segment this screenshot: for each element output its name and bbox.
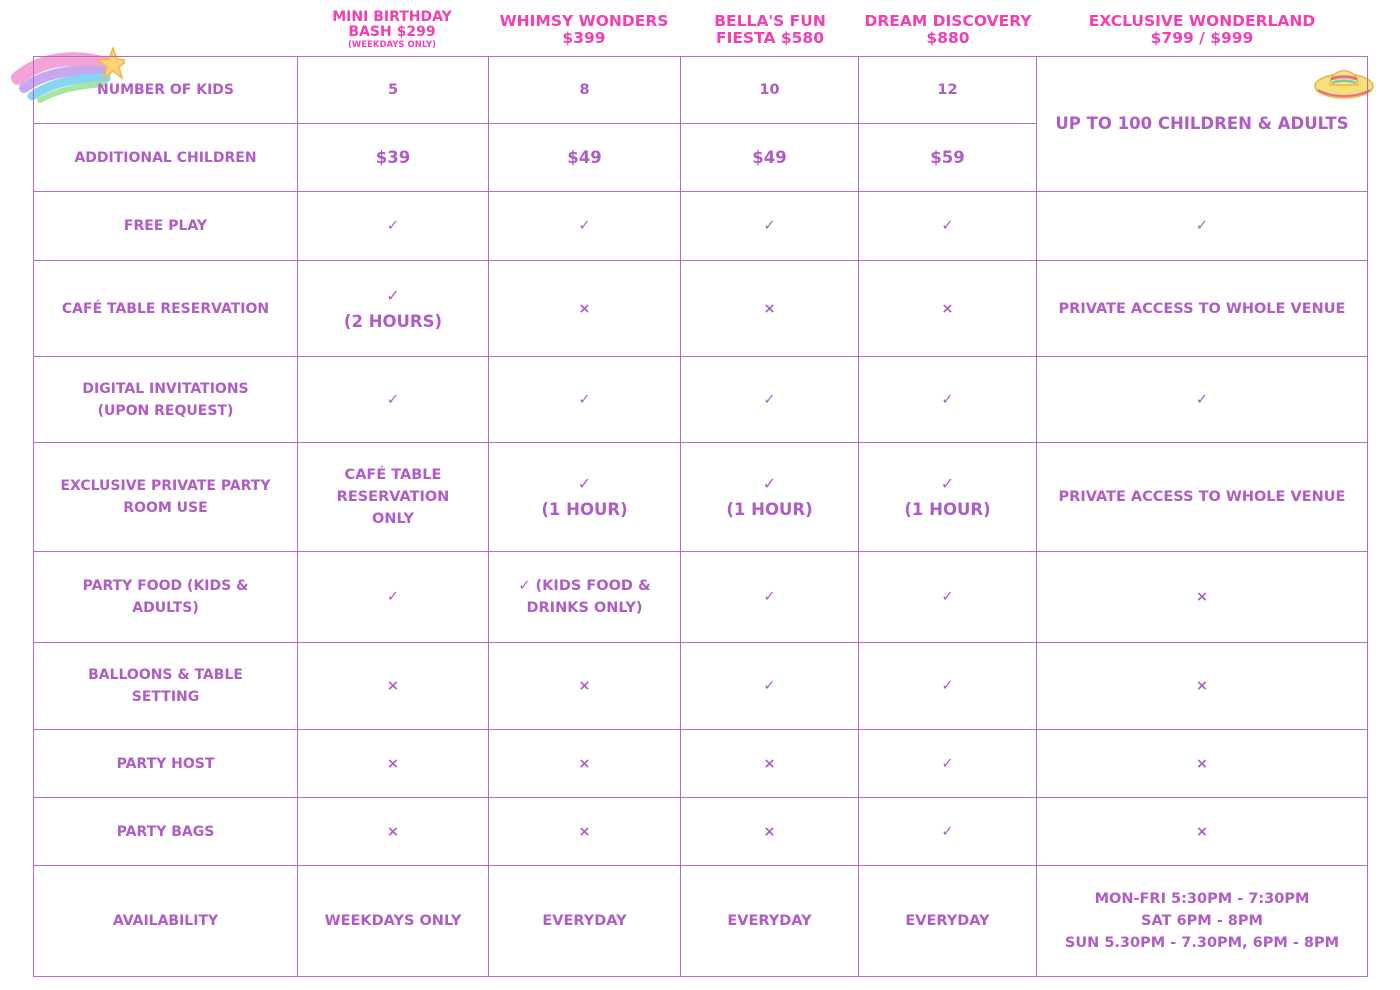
feature-label: PARTY BAGS <box>34 798 298 866</box>
cross-icon: × <box>298 798 489 866</box>
check-icon: ✓ <box>1037 192 1368 261</box>
feature-label: AVAILABILITY <box>34 866 298 977</box>
feature-label: CAFÉ TABLE RESERVATION <box>34 261 298 357</box>
table-cell: $39 <box>298 124 489 192</box>
cross-icon: × <box>489 798 681 866</box>
duration-note: (1 HOUR) <box>541 500 628 519</box>
cross-icon: × <box>1037 798 1368 866</box>
table-cell: 8 <box>489 57 681 124</box>
check-icon: ✓ <box>940 474 955 493</box>
cross-icon: × <box>681 730 859 798</box>
exclusive-capacity-cell: UP TO 100 CHILDREN & ADULTS <box>1037 57 1368 192</box>
table-row <box>34 730 1368 798</box>
cross-icon: × <box>298 730 489 798</box>
check-icon: ✓ <box>298 192 489 261</box>
check-icon: ✓ <box>681 552 859 643</box>
feature-label: PARTY FOOD (KIDS & ADULTS) <box>34 552 298 643</box>
cross-icon: × <box>1037 552 1368 643</box>
package-header-dream-discovery <box>858 4 1038 56</box>
table-row <box>34 357 1368 443</box>
schedule-line: MON-FRI 5:30PM - 7:30PM <box>1094 891 1310 907</box>
table-cell: $49 <box>489 124 681 192</box>
table-cell: 12 <box>859 57 1037 124</box>
check-icon: ✓ <box>1037 357 1368 443</box>
table-row <box>34 261 1368 357</box>
table-cell <box>859 443 1037 552</box>
table-cell: ✓ (KIDS FOOD & DRINKS ONLY) <box>489 552 681 643</box>
table-row <box>34 643 1368 730</box>
cross-icon: × <box>1037 643 1368 730</box>
feature-label: FREE PLAY <box>34 192 298 261</box>
check-icon: ✓ <box>681 192 859 261</box>
check-icon: ✓ <box>762 474 777 493</box>
table-cell: EVERYDAY <box>859 866 1037 977</box>
check-icon: ✓ <box>859 730 1037 798</box>
package-header-bellas-fun-fiesta <box>690 4 850 56</box>
check-icon: ✓ <box>577 474 592 493</box>
table-cell <box>681 443 859 552</box>
package-note: (WEEKDAYS ONLY) <box>348 40 436 50</box>
table-cell <box>1037 866 1368 977</box>
check-icon: ✓ <box>859 357 1037 443</box>
cross-icon: × <box>489 261 681 357</box>
check-icon: ✓ <box>298 357 489 443</box>
package-name: MINI BIRTHDAY BASH $299 <box>332 9 452 40</box>
package-name: DREAM DISCOVERY $880 <box>864 12 1032 47</box>
schedule-line: SUN 5.30PM - 7.30PM, 6PM - 8PM <box>1064 935 1340 951</box>
table-row <box>34 57 1368 124</box>
cross-icon: × <box>681 261 859 357</box>
table-cell: EVERYDAY <box>489 866 681 977</box>
table-cell: $49 <box>681 124 859 192</box>
package-header-exclusive-wonderland <box>1060 4 1344 56</box>
table-cell: CAFÉ TABLE RESERVATION ONLY <box>298 443 489 552</box>
table-cell: PRIVATE ACCESS TO WHOLE VENUE <box>1037 443 1368 552</box>
table-cell: EVERYDAY <box>681 866 859 977</box>
cross-icon: × <box>859 261 1037 357</box>
package-name: BELLA'S FUN FIESTA $580 <box>714 12 826 47</box>
cross-icon: × <box>298 643 489 730</box>
table-row <box>34 552 1368 643</box>
check-icon: ✓ <box>681 357 859 443</box>
table-cell: 5 <box>298 57 489 124</box>
package-header-whimsy-wonders <box>488 4 680 56</box>
package-name: WHIMSY WONDERS $399 <box>499 12 669 47</box>
package-header-mini-birthday-bash <box>316 4 468 56</box>
cross-icon: × <box>681 798 859 866</box>
duration-note: (1 HOUR) <box>904 500 991 519</box>
check-icon: ✓ <box>489 357 681 443</box>
table-cell: PRIVATE ACCESS TO WHOLE VENUE <box>1037 261 1368 357</box>
check-icon: ✓ <box>298 552 489 643</box>
table-cell: 10 <box>681 57 859 124</box>
table-cell <box>298 261 489 357</box>
schedule-line: SAT 6PM - 8PM <box>1141 913 1263 929</box>
feature-label: ADDITIONAL CHILDREN <box>34 124 298 192</box>
check-icon: ✓ <box>489 192 681 261</box>
cross-icon: × <box>489 643 681 730</box>
package-name: EXCLUSIVE WONDERLAND $799 / $999 <box>1088 12 1316 47</box>
table-cell <box>489 443 681 552</box>
duration-note: (1 HOUR) <box>726 500 813 519</box>
duration-note: (2 HOURS) <box>343 311 443 331</box>
package-comparison-table <box>33 56 1368 977</box>
table-row <box>34 866 1368 977</box>
table-row <box>34 443 1368 552</box>
table-row <box>34 192 1368 261</box>
check-icon: ✓ <box>859 643 1037 730</box>
feature-label: DIGITAL INVITATIONS (UPON REQUEST) <box>34 357 298 443</box>
check-icon: ✓ <box>859 192 1037 261</box>
table-cell: $59 <box>859 124 1037 192</box>
check-icon: ✓ <box>386 285 400 305</box>
feature-label: EXCLUSIVE PRIVATE PARTY ROOM USE <box>34 443 298 552</box>
check-icon: ✓ <box>859 552 1037 643</box>
feature-label: BALLOONS & TABLE SETTING <box>34 643 298 730</box>
feature-label: PARTY HOST <box>34 730 298 798</box>
table-row <box>34 798 1368 866</box>
cross-icon: × <box>489 730 681 798</box>
table-cell: WEEKDAYS ONLY <box>298 866 489 977</box>
check-icon: ✓ <box>681 643 859 730</box>
check-icon: ✓ <box>859 798 1037 866</box>
feature-label: NUMBER OF KIDS <box>34 57 298 124</box>
cross-icon: × <box>1037 730 1368 798</box>
